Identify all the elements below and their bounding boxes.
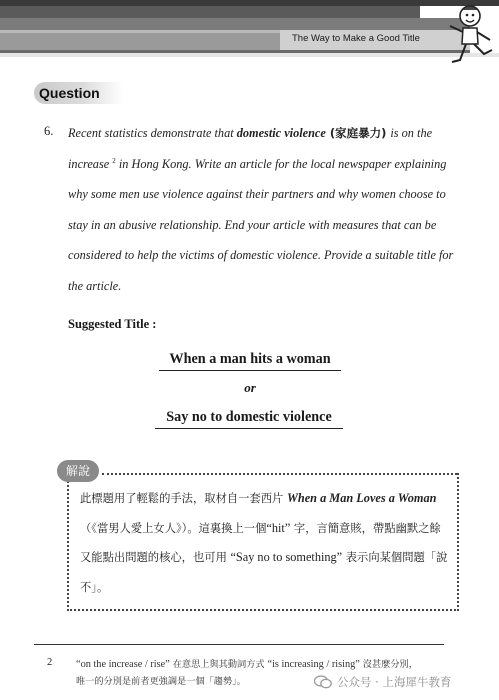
footnote-phrase-2: “is increasing / rising” — [267, 659, 360, 670]
explanation-part-1: 此標題用了輕鬆的手法，取材自一套西片 — [80, 492, 287, 505]
wechat-icon — [314, 675, 332, 689]
question-text-part-1: Recent statistics demonstrate that — [68, 126, 237, 140]
question-number: 6. — [44, 124, 54, 138]
footnote-reference: 2 — [112, 156, 116, 165]
film-title: When a Man Loves a Woman — [286, 491, 437, 505]
explanation-badge: 解說 — [57, 460, 99, 482]
runner-mascot-icon — [440, 2, 498, 66]
or-separator: or — [244, 380, 256, 395]
question-text-part-2: is on the increase — [68, 126, 433, 171]
explanation-box-top-border — [102, 473, 457, 475]
explanation-part-4: 表示向某個問題「說不」。 — [80, 551, 448, 594]
footnote-phrase-1: “on the increase / rise” — [76, 659, 170, 670]
footnote-number: 2 — [47, 657, 53, 668]
footnote-text-1: 在意思上與其動詞方式 — [169, 659, 268, 670]
watermark — [314, 672, 492, 692]
watermark-text: 公众号 · 上海犀牛教育 — [337, 675, 452, 689]
suggested-title-label: Suggested Title : — [68, 317, 157, 331]
question-label: Question — [34, 82, 123, 104]
question-bold-term: domestic violence — [236, 126, 326, 140]
footnote-line-1 — [76, 656, 436, 670]
explanation-part-2: （《當男人愛上女人》）。這裏換上一個 — [80, 521, 267, 535]
suggested-title-2: Say no to domestic violence — [155, 409, 343, 429]
suggested-title-1: When a man hits a woman — [159, 351, 341, 371]
explanation-part-3: 字，言簡意賅，帶點幽默之餘又能點出問題的核心，也可用 — [80, 521, 441, 564]
footnote-divider — [34, 644, 444, 645]
footnote-text-2: 沒甚麼分別， — [359, 659, 418, 670]
question-text-part-3: in Hong Kong. Write an article for the local newspaper explaining why some men use violence against their partners and why women choose to stay in an abusive relationship. End your article with measures that can be considered to help the victims of domestic violence. Provide a suitable title for the article. — [68, 156, 454, 293]
hit-word: “hit” — [266, 520, 291, 535]
question-chinese-term: (家庭暴力) — [325, 126, 391, 140]
explanation-text — [80, 484, 452, 602]
question-text — [68, 118, 464, 302]
footnote-line-2: 唯一的分別是前者更強調是一個「趨勢」。 — [76, 676, 246, 687]
header-title: The Way to Make a Good Title — [292, 33, 420, 44]
say-no-phrase: “Say no to something” — [230, 550, 343, 564]
